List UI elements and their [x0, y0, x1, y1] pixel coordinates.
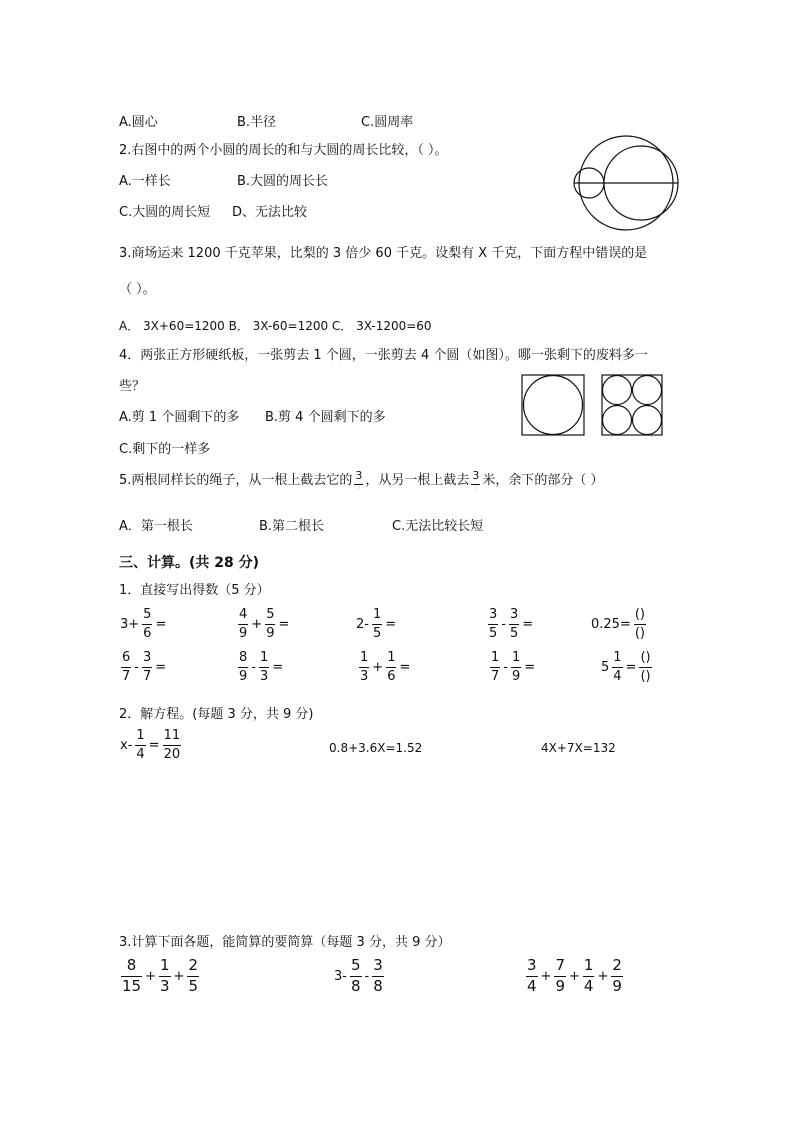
- operator: -: [134, 659, 139, 675]
- equals-sign: =: [155, 616, 167, 632]
- calc1-expression: [600, 651, 654, 683]
- numerator: 7: [555, 956, 565, 974]
- q4-option-a: A.剪 1 个圆剩下的多: [119, 410, 240, 425]
- fraction-bar: [238, 624, 248, 625]
- q3-options: A． 3X+60=1200 B． 3X-60=1200 C． 3X-1200=60: [119, 319, 432, 333]
- denominator: 4: [136, 746, 145, 762]
- numerator: 1: [136, 728, 145, 743]
- fraction-bar: [259, 667, 269, 668]
- denominator: 4: [527, 976, 537, 995]
- operator: +: [569, 968, 580, 984]
- calc3-expression-1: [119, 958, 201, 995]
- prefix-text: 5: [601, 659, 610, 675]
- numerator: 1: [160, 956, 170, 974]
- q2-option-c: C.大圆的周长短: [119, 205, 211, 220]
- numerator: 3: [373, 956, 383, 974]
- numerator: 1: [613, 650, 622, 665]
- numerator: 6: [122, 650, 131, 665]
- operator: +: [251, 616, 263, 632]
- denominator: 9: [612, 976, 622, 995]
- denominator: 9: [266, 625, 275, 641]
- numerator: 1: [583, 956, 594, 974]
- denominator: 3: [259, 668, 269, 684]
- fraction-bar: [265, 624, 275, 625]
- calc1-expression: [590, 608, 648, 640]
- equals-sign: =: [272, 659, 284, 675]
- fraction: [386, 651, 396, 683]
- q4-option-b: B.剪 4 个圆剩下的多: [265, 410, 386, 425]
- prefix-text: 2-: [356, 616, 369, 632]
- numerator: 5: [143, 607, 152, 622]
- calc2-equation-1: [119, 729, 183, 761]
- fraction-bar: [488, 624, 498, 625]
- numerator: 5: [266, 607, 275, 622]
- fraction-bar: [163, 745, 182, 746]
- fraction-bar: [238, 667, 248, 668]
- operator: +: [597, 968, 609, 984]
- q5-text: 5.两根同样长的绳子，从一根上截去它的 $\frac{3}{7}$ ，从另一根上截去 $\frac{3}{7}$ 米，余下的部分（ ）: [119, 469, 604, 491]
- denominator: (): [640, 668, 651, 684]
- fraction: [511, 651, 521, 683]
- equals-sign: =: [399, 659, 411, 675]
- fraction: [554, 958, 566, 995]
- numerator: 1: [372, 607, 382, 622]
- q5-fraction-1: $\frac{3}{7}$: [355, 469, 363, 491]
- fraction-bar: [135, 745, 145, 746]
- equals-sign: =: [522, 616, 534, 632]
- q2-option-d: D、无法比较: [232, 205, 308, 220]
- fraction-bar: [372, 624, 382, 625]
- fraction: [135, 729, 145, 761]
- fraction: [488, 608, 498, 640]
- operator: -: [251, 659, 256, 675]
- numerator: 2: [188, 956, 198, 974]
- fraction: [163, 729, 182, 761]
- calc2-title: 2．解方程。(每题 3 分，共 9 分): [119, 707, 314, 722]
- denominator: 3: [360, 668, 369, 684]
- denominator: 5: [188, 976, 198, 995]
- fraction: [372, 958, 384, 995]
- prefix-text: x-: [120, 737, 133, 753]
- equals-sign: =: [278, 616, 290, 632]
- prefix-text: 0.25=: [591, 616, 631, 632]
- fraction: [526, 958, 538, 995]
- denominator: 7: [142, 668, 152, 684]
- fraction: [583, 958, 595, 995]
- calc3-expression-2: [333, 958, 386, 995]
- denominator: 7: [491, 668, 500, 684]
- fraction: [611, 958, 623, 995]
- fraction: [121, 651, 131, 683]
- denominator: 9: [239, 668, 248, 684]
- fraction-bar: [490, 667, 500, 668]
- numerator: 3: [142, 650, 152, 665]
- operator: -: [364, 968, 370, 984]
- denominator: 8: [350, 976, 361, 995]
- fraction: [238, 651, 248, 683]
- fraction: [359, 651, 369, 683]
- equals-sign: =: [155, 659, 167, 675]
- denominator: 5: [489, 625, 498, 641]
- equals-sign: =: [524, 659, 536, 675]
- numerator: 3: [527, 956, 537, 974]
- fraction: [121, 958, 142, 995]
- denominator: 6: [143, 625, 152, 641]
- q5-option-b: B.第二根长: [259, 519, 325, 534]
- operator: =: [625, 659, 637, 675]
- numerator: (): [640, 650, 651, 665]
- fraction: [372, 608, 382, 640]
- operator: =: [148, 737, 160, 753]
- fraction-bar: [359, 667, 369, 668]
- fraction: [238, 608, 248, 640]
- numerator: 8: [239, 650, 248, 665]
- numerator: 3: [489, 607, 498, 622]
- fraction: [259, 651, 269, 683]
- denominator: 9: [239, 625, 248, 641]
- prefix-text: 3+: [120, 616, 140, 632]
- numerator: 1: [387, 650, 396, 665]
- fraction-bar: [634, 624, 646, 625]
- fraction: [490, 651, 500, 683]
- q2-text: 2.右图中的两个小圆的周长的和与大圆的周长比较，（ ）。: [119, 143, 448, 158]
- denominator: 20: [163, 746, 181, 762]
- calc1-expression: [357, 651, 411, 683]
- square-one-circle-figure: [521, 374, 585, 436]
- denominator: 9: [511, 668, 521, 684]
- denominator: 5: [509, 625, 519, 641]
- fraction: [509, 608, 519, 640]
- fraction: [639, 651, 651, 683]
- denominator: (): [634, 625, 645, 641]
- calc1-expression: [119, 608, 167, 640]
- q3-text: 3.商场运来 1200 千克苹果，比梨的 3 倍少 60 千克。设梨有 X 千克，下面方程中错误的是: [119, 246, 648, 261]
- q2-option-a: A.一样长: [119, 174, 171, 189]
- operator: -: [501, 616, 506, 632]
- q3-blank: （ ）。: [119, 282, 156, 297]
- q1-option-b: B.半径: [237, 115, 277, 130]
- calc1-expression: [355, 608, 397, 640]
- numerator: 1: [511, 650, 521, 665]
- fraction: [350, 958, 362, 995]
- fraction: [187, 958, 199, 995]
- fraction-bar: [511, 667, 521, 668]
- denominator: 9: [555, 976, 565, 995]
- denominator: 4: [583, 976, 594, 995]
- calc1-title: 1．直接写出得数（5 分）: [119, 583, 270, 598]
- numerator: (): [634, 607, 645, 622]
- denominator: 5: [372, 625, 382, 641]
- numerator: 1: [360, 650, 369, 665]
- prefix-text: 3-: [334, 968, 347, 984]
- numerator: 1: [259, 650, 269, 665]
- numerator: 2: [612, 956, 622, 974]
- fraction: [142, 651, 152, 683]
- q4-option-c: C.剩下的一样多: [119, 442, 211, 457]
- fraction: [634, 608, 646, 640]
- denominator: 8: [373, 976, 383, 995]
- denominator: 6: [387, 668, 396, 684]
- calc1-expression: [236, 651, 284, 683]
- q4-text: 4．两张正方形硬纸板，一张剪去 1 个圆，一张剪去 4 个圆（如图）。哪一张剩下的废料多一: [119, 348, 648, 363]
- calc2-equation-2: 0.8+3.6X=1.52: [329, 741, 423, 755]
- denominator: 7: [122, 668, 131, 684]
- numerator: 3: [509, 607, 519, 622]
- denominator: 4: [613, 668, 622, 684]
- denominator: 3: [160, 976, 170, 995]
- calc1-expression: [488, 651, 536, 683]
- fraction-bar: [142, 667, 152, 668]
- calc3-expression-3: [524, 958, 625, 995]
- numerator: 5: [350, 956, 361, 974]
- calc1-expression: [119, 651, 167, 683]
- numerator: 4: [239, 607, 248, 622]
- fraction: [159, 958, 171, 995]
- operator: +: [173, 968, 185, 984]
- operator: -: [503, 659, 508, 675]
- fraction: [612, 651, 622, 683]
- numerator: 11: [163, 728, 181, 743]
- calc1-expression: [236, 608, 290, 640]
- fraction-bar: [386, 667, 396, 668]
- calc3-title: 3.计算下面各题，能简算的要简算（每题 3 分，共 9 分）: [119, 935, 451, 950]
- circles-figure: [567, 133, 685, 233]
- calc1-expression: [486, 608, 534, 640]
- operator: +: [372, 659, 384, 675]
- q1-option-c: C.圆周率: [361, 115, 414, 130]
- operator: +: [145, 968, 156, 984]
- fraction-bar: [509, 624, 519, 625]
- q5-option-c: C.无法比较长短: [392, 519, 484, 534]
- fraction-bar: [121, 667, 131, 668]
- fraction-bar: [142, 624, 152, 625]
- equals-sign: =: [385, 616, 397, 632]
- operator: +: [540, 968, 552, 984]
- square-four-circles-figure: [601, 374, 663, 436]
- fraction-bar: [639, 667, 651, 668]
- q4-text-2: 些？: [119, 379, 146, 394]
- q2-option-b: B.大圆的周长长: [237, 174, 329, 189]
- numerator: 8: [126, 956, 137, 974]
- section-3-title: 三、计算。(共 28 分): [119, 555, 260, 571]
- fraction: [265, 608, 275, 640]
- calc2-equation-3: 4X+7X=132: [541, 741, 616, 755]
- q5-fraction-2: $\frac{3}{7}$: [472, 469, 480, 491]
- q1-option-a: A.圆心: [119, 115, 158, 130]
- fraction: [142, 608, 152, 640]
- q5-option-a: A．第一根长: [119, 519, 193, 534]
- fraction-bar: [612, 667, 622, 668]
- denominator: 15: [122, 976, 142, 995]
- numerator: 1: [491, 650, 500, 665]
